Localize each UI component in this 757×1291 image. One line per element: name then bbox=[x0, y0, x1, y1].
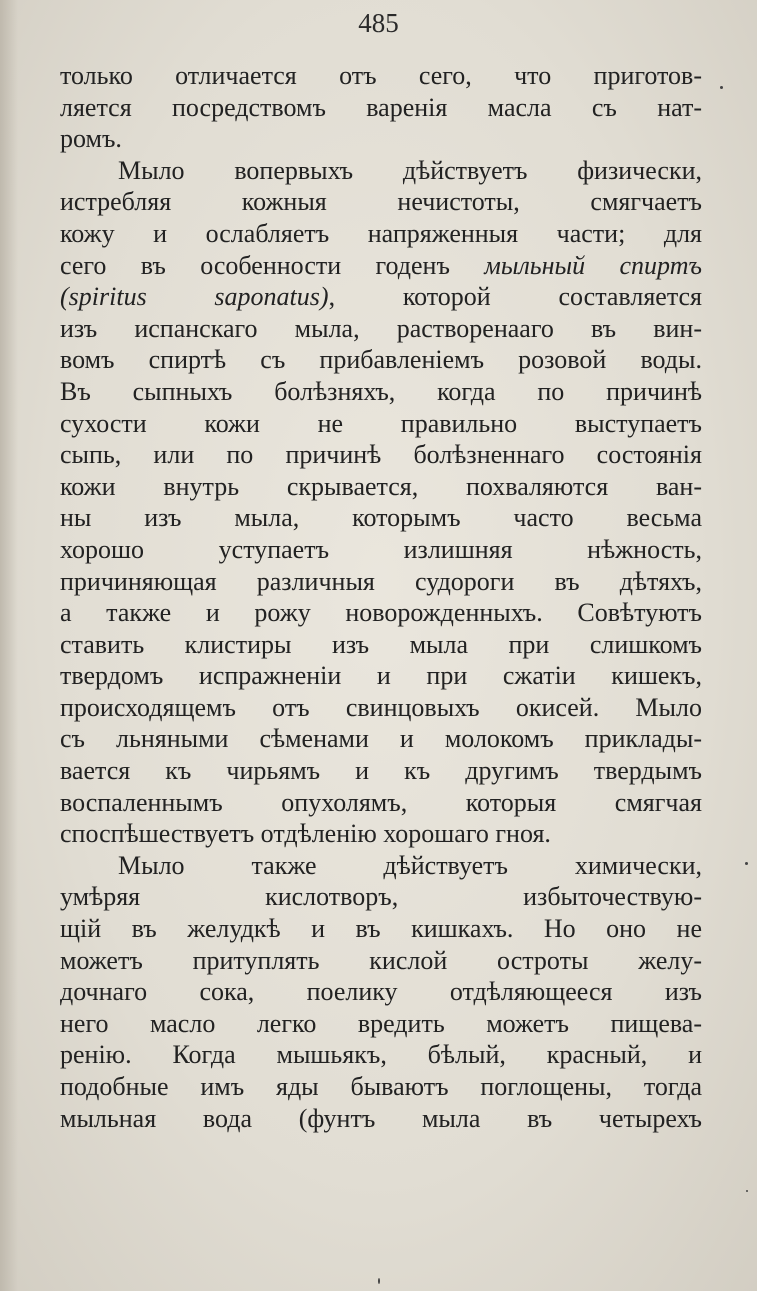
text-line bbox=[60, 976, 702, 1008]
text-line bbox=[60, 408, 702, 440]
text-segment: щій въ желудкѣ и въ кишкахъ. Но оно не bbox=[60, 914, 702, 944]
text-segment: изъ испанскаго мыла, растворенааго въ вин- bbox=[60, 313, 702, 343]
text-segment: ренію. Когда мышьякъ, бѣлый, красный, и bbox=[60, 1040, 702, 1070]
page-edge-shadow bbox=[0, 0, 18, 1291]
text-line bbox=[60, 881, 702, 913]
text-segment: умѣряя кислотворъ, избыточествую- bbox=[60, 882, 702, 912]
text-line bbox=[60, 250, 702, 282]
text-line bbox=[60, 660, 702, 692]
ink-speck bbox=[746, 1190, 748, 1192]
text-segment: ляется посредствомъ варенія масла съ нат- bbox=[60, 92, 702, 122]
text-segment: Въ сыпныхъ болѣзняхъ, когда по причинѣ bbox=[60, 376, 702, 406]
text-segment: Мыло также дѣйствуетъ химически, bbox=[118, 850, 702, 880]
text-line bbox=[60, 60, 702, 92]
text-line bbox=[60, 755, 702, 787]
text-line bbox=[60, 566, 702, 598]
text-segment: споспѣшествуетъ отдѣленію хорошаго гноя. bbox=[60, 819, 551, 849]
text-line bbox=[60, 1039, 702, 1071]
text-line bbox=[60, 471, 702, 503]
text-line bbox=[60, 281, 702, 313]
text-line bbox=[60, 1071, 702, 1103]
text-segment: воспаленнымъ опухолямъ, которыя смягчая bbox=[60, 787, 702, 817]
text-line bbox=[60, 439, 702, 471]
italic-term: мыльный спиртъ bbox=[484, 250, 702, 280]
text-segment: а также и рожу новорожденныхъ. Совѣтуютъ bbox=[60, 598, 702, 628]
text-line bbox=[60, 313, 702, 345]
text-segment: хорошо уступаетъ излишняя нѣжность, bbox=[60, 534, 702, 564]
ink-speck bbox=[745, 862, 748, 865]
text-segment: причиняющая различныя судороги въ дѣтяхъ, bbox=[60, 566, 702, 596]
text-line bbox=[60, 218, 702, 250]
page-number: 485 bbox=[358, 8, 399, 38]
text-segment: происходящемъ отъ свинцовыхъ окисей. Мыло bbox=[60, 692, 702, 722]
text-line bbox=[60, 534, 702, 566]
text-line bbox=[60, 818, 702, 850]
text-segment: ставить клистиры изъ мыла при слишкомъ bbox=[60, 629, 702, 659]
text-line bbox=[60, 597, 702, 629]
text-line bbox=[60, 692, 702, 724]
text-line bbox=[60, 123, 702, 155]
ink-speck bbox=[720, 86, 723, 89]
text-line bbox=[60, 723, 702, 755]
text-line bbox=[60, 1008, 702, 1040]
text-segment: вомъ спиртѣ съ прибавленіемъ розовой воды. bbox=[60, 345, 702, 375]
text-segment: сыпь, или по причинѣ болѣзненнаго состоянія bbox=[60, 440, 702, 470]
text-segment: , которой составляется bbox=[328, 282, 702, 312]
text-segment: истребляя кожныя нечистоты, смягчаетъ bbox=[60, 187, 702, 217]
text-line bbox=[60, 787, 702, 819]
text-line bbox=[60, 913, 702, 945]
text-segment: него масло легко вредить можетъ пищева- bbox=[60, 1008, 702, 1038]
text-segment: кожу и ослабляетъ напряженныя части; для bbox=[60, 218, 702, 248]
text-line bbox=[60, 155, 702, 187]
text-line bbox=[60, 945, 702, 977]
text-segment: только отличается отъ сего, что приготов- bbox=[60, 61, 702, 90]
text-line bbox=[60, 1103, 702, 1135]
text-segment: мыльная вода (фунтъ мыла въ четырехъ bbox=[60, 1103, 702, 1133]
text-segment: сего въ особенности годенъ bbox=[60, 250, 485, 280]
text-segment: ны изъ мыла, которымъ часто весьма bbox=[60, 503, 702, 533]
text-segment: подобные имъ яды бываютъ поглощены, тогда bbox=[60, 1072, 702, 1101]
body-text bbox=[60, 60, 702, 1134]
text-segment: твердомъ испражненіи и при сжатіи кишекъ, bbox=[60, 661, 702, 691]
text-segment: вается къ чирьямъ и къ другимъ твердымъ bbox=[60, 756, 702, 786]
text-segment: Мыло вопервыхъ дѣйствуетъ физически, bbox=[118, 155, 702, 185]
text-segment: кожи внутрь скрывается, похваляются ван- bbox=[60, 471, 702, 501]
text-segment: ромъ. bbox=[60, 124, 122, 154]
text-line bbox=[60, 186, 702, 218]
text-line bbox=[60, 629, 702, 661]
text-segment: можетъ притуплять кислой остроты желу- bbox=[60, 945, 702, 975]
italic-term: (spiritus saponatus) bbox=[60, 282, 329, 312]
text-line bbox=[60, 376, 702, 408]
text-line bbox=[60, 502, 702, 534]
text-segment: съ льняными сѣменами и молокомъ приклады- bbox=[60, 724, 702, 754]
ink-speck bbox=[378, 1278, 380, 1284]
text-line bbox=[60, 850, 702, 882]
text-segment: дочнаго сока, поелику отдѣляющееся изъ bbox=[60, 977, 702, 1007]
text-line bbox=[60, 344, 702, 376]
text-line bbox=[60, 92, 702, 124]
text-segment: сухости кожи не правильно выступаетъ bbox=[60, 408, 702, 438]
